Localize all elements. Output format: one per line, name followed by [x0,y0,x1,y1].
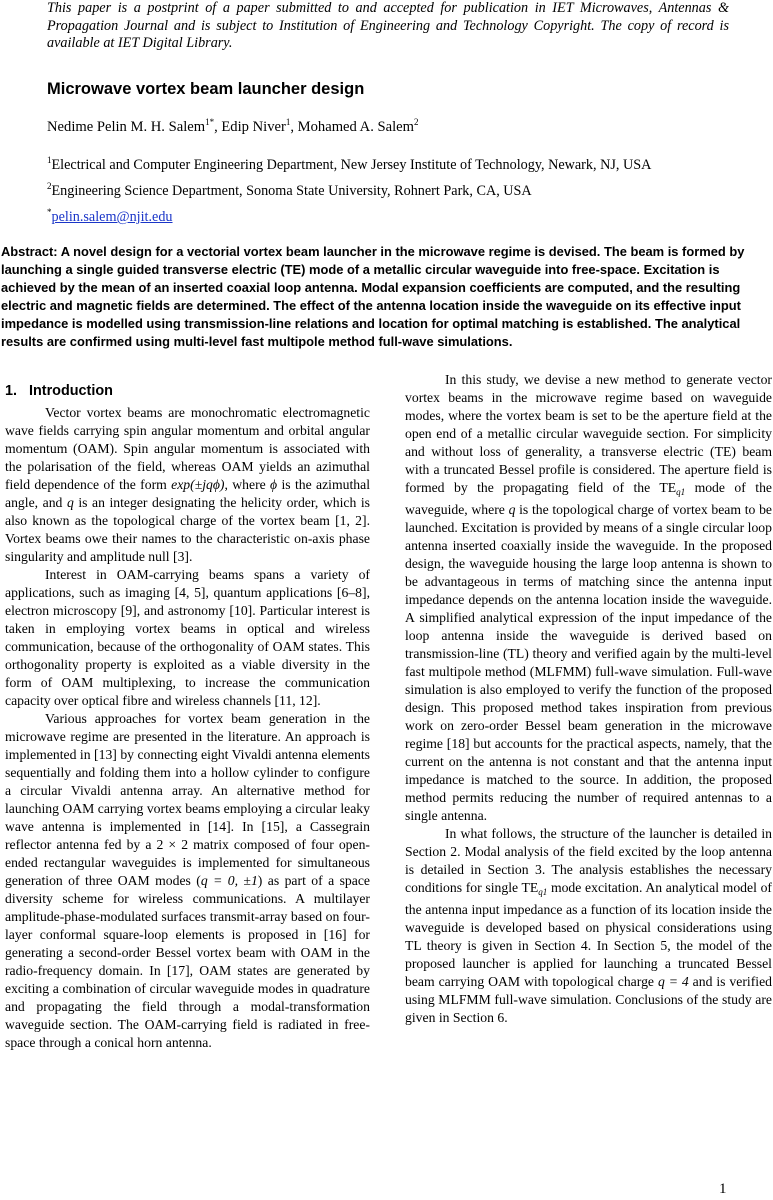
right-column [405,371,772,1027]
math-expression: exp(±jqϕ) [171,477,225,492]
email-link[interactable]: pelin.salem@njit.edu [51,209,173,225]
section-title: Introduction [29,383,113,399]
text-run: In what follows, the structure of the launcher is detailed in Section 2. Modal analysis of the field excited by the loop antenna is detailed in Section 3. The analysis establishes the necessary conditions for single [405,826,772,895]
text-run: and is verified using MLFMM full-wave simulation. Conclusions of the study are given in Section 6. [405,974,772,1025]
text-run: Various approaches for vortex beam generation in the microwave regime are presented in the literature. An approach is implemented in [13] by connecting eight Vivaldi antenna elements sequentially and folding them into a hollow cylinder to configure a circular Vivaldi antenna array. An alternative method for launching OAM carrying vortex beams employing a circular leaky wave antenna is implemented in [14]. In [15], a Cassegrain reflector antenna fed by a [5,711,370,852]
section-number: 1. [5,383,18,399]
math-symbol: ϕ [270,477,278,492]
text-run: is the azimuthal angle, and [5,477,370,510]
author-name: Nedime Pelin M. H. Salem [47,119,206,135]
text-run: matrix composed of four open-ended rectangular waveguides is implemented for simultaneous generation of three OAM modes ( [5,837,370,888]
left-column [5,404,370,1052]
author-name: Mohamed A. Salem [297,119,414,135]
affiliation-text: Electrical and Computer Engineering Department, New Jersey Institute of Technology, Newark, NJ, USA [51,157,652,173]
affiliation-line [47,150,651,176]
text-run: Vector vortex beams are monochromatic electromagnetic wave fields carrying spin angular momentum and orbital angular momentum (OAM). Spin angular momentum is associated with the polarisation of the field, whereas OAM yields an azimuthal field dependence of the form [5,405,370,492]
paragraph [5,404,370,566]
text-run: is an integer designating the helicity order, which is also known as the topological charge of the vortex beam [1, 2]. Vortex beams owe their names to the characteristic on-axis phase singularity and amplitude null [3]. [5,495,370,564]
mode-label [522,880,548,895]
text-run: , where [224,477,271,492]
text-run: ) as part of a space diversity scheme for wireless communications. A multilayer amplitude-phase-modulated surfaces transmit-array based on four-layer conformal square-loop elements is proposed in [16] for generating a second-order Bessel vortex beam with OAM in the radio-frequency domain. In [17], OAM states are generated by exciting a combination of circular waveguide modes in quadrature and propagating the field through a modal-transformation waveguide section. The OAM-carrying field is radiated in free-space through a conical horn antenna. [5,873,370,1050]
mode-name: TE [521,880,539,895]
text-run: mode excitation. An analytical model of the antenna input impedance as a function of its location inside the waveguide is developed based on physical considerations using TL theory is given in Section 4. In Section 5, the model of the proposed launcher is applied for launching a truncated Bessel beam carrying OAM with topological charge [405,880,772,989]
affiliation-mark: 2 [47,181,52,191]
math-expression: q = 4 [657,974,689,989]
text-run: In this study, we devise a new method to generate vector vortex beams in the microwave regime based on waveguide modes, where the vortex beam is set to be the aperture field at the open end of a metallic circular waveguide section. For simplicity and without loss of generality, a transverse electric (TE) beam with a truncated Bessel profile is considered. The aperture field is formed by the propagating field of the [405,372,772,495]
paragraph [405,371,772,825]
mode-label [659,480,685,495]
affiliation-text: Engineering Science Department, Sonoma State University, Rohnert Park, CA, USA [51,183,532,199]
text-run: mode of the waveguide, where [405,480,772,517]
paper-title: Microwave vortex beam launcher design [47,80,365,98]
corresponding-mark: * [47,207,52,217]
author-list: Nedime Pelin M. H. Salem$^{1*}$, Edip Niver$^1$, Mohamed A. Salem$^2$ [47,117,419,135]
section-heading [5,383,113,399]
affiliation-line [47,176,651,202]
math-expression: 2 × 2 [156,837,189,852]
affiliation-mark: 2 [413,117,419,127]
email-line [47,202,651,228]
affiliations [47,150,651,228]
affiliation-mark: 1* [205,117,215,127]
author-name: Edip Niver [221,119,286,135]
text-run: is the topological charge of vortex beam to be launched. Excitation is provided by means of a single circular loop antenna inserted coaxially inside the waveguide. In the proposed design, the waveguide housing the large loop antenna is shown to be advantageous in terms of matching since the antenna input impedance depends on the antenna location inside the waveguide. A simplified analytical expression of the input impedance of the loop antenna inside the waveguide is derived based on transmission-line (TL) theory and verified again by the multi-level fast multipole method (MLFMM) full-wave simulation. Full-wave simulation is also employed to verify the function of the proposed design. This proposed method takes inspiration from previous work on zero-order Bessel beam generation in the microwave regime [18] but accounts for the practical aspects, namely, that the current on the antenna is not constant and that the antenna input impedance is matched to the source. In addition, the proposed method permits reducing the number of required antennas to a single antenna. [405,502,772,823]
math-expression: q = 0, ±1 [200,873,258,888]
abstract: Abstract: A novel design for a vectorial vortex beam launcher in the microwave regime is devised. The beam is formed by launching a single guided transverse electric (TE) mode of a metallic circular waveguide into free-space. Excitation is achieved by the mean of an inserted coaxial loop antenna. Modal expansion coefficients are computed, and the resulting electric and magnetic fields are determined. The effect of the antenna location inside the waveguide on its effective input impedance is modelled using transmission-line relations and location for optimal matching is established. The analytical results are confirmed using multi-level fast multipole method full-wave simulations. [1,244,745,350]
mode-index: q1 [676,487,686,497]
mode-name: TE [659,480,677,495]
copyright-notice: This paper is a postprint of a paper submitted to and accepted for publication in IET Microwaves, Antennas & Propagation Journal and is subject to Institution of Engineering and Technology Copyright. The copy of record is available at IET Digital Library. [47,0,729,52]
math-symbol: q [66,495,74,510]
mode-index: q1 [538,887,548,897]
page-number: 1 [719,1181,727,1197]
paragraph [5,710,370,1052]
paragraph [405,825,772,1027]
paragraph: Interest in OAM-carrying beams spans a variety of applications, such as imaging [4, 5], quantum applications [6–8], electron microscopy [9], and astronomy [10]. Particular interest is taken in employing vortex beams in optical and wireless communication, because of the orthogonality of OAM states. This orthogonality property is exploited as a viable diversity in the form of OAM multiplexing, to increase the communication capacity over optical fibre and wireless channels [11, 12]. [5,567,370,708]
affiliation-mark: 1 [47,155,52,165]
math-symbol: q [508,502,516,517]
affiliation-mark: 1 [285,117,291,127]
